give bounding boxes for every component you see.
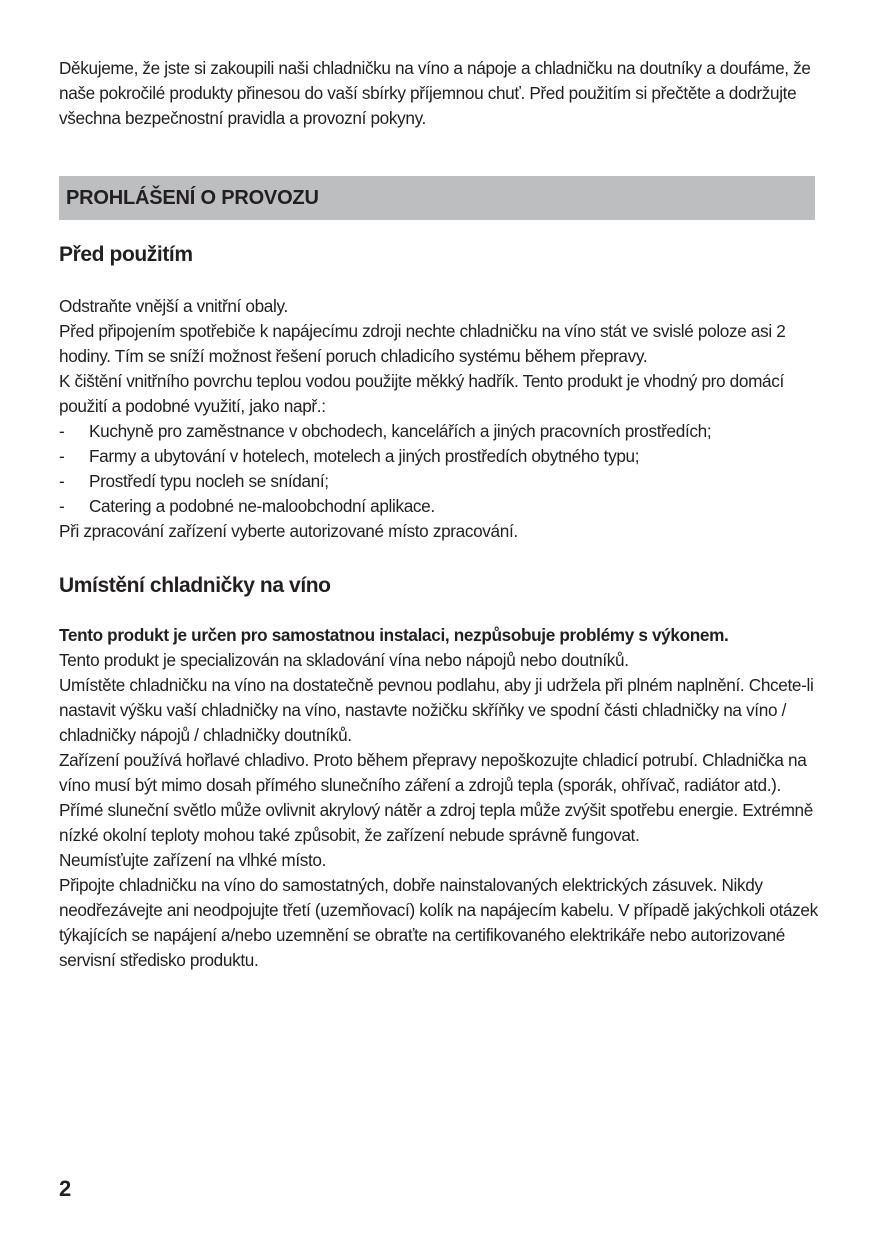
document-page	[59, 56, 819, 973]
usage-list-item-text: Farmy a ubytování v hotelech, motelech a jiných prostředích obytného typu;	[89, 446, 640, 466]
before-use-heading: Před použitím	[59, 243, 193, 266]
placement-heading: Umístění chladničky na víno	[59, 574, 331, 597]
list-dash: -	[59, 421, 65, 441]
before-use-line: K čištění vnitřního povrchu teplou vodou použijte měkký hadřík. Tento produkt je vhodný pro domácí použití a podobné využití, jako např.:	[59, 371, 784, 416]
before-use-line: Před připojením spotřebiče k napájecímu zdroji nechte chladničku na víno stát ve svislé poloze asi 2 hodiny. Tím se sníží možnost řešení poruch chladicího systému během přepravy.	[59, 321, 786, 366]
list-dash: -	[59, 446, 65, 466]
placement-line: Tento produkt je specializován na skladování vína nebo nápojů nebo doutníků.	[59, 650, 629, 670]
section-title: PROHLÁŠENÍ O PROVOZU	[66, 186, 319, 209]
placement-line: Zařízení používá hořlavé chladivo. Proto během přepravy nepoškozujte chladicí potrubí. Chladnička na víno musí být mimo dosah přímého slunečního záření a zdrojů tepla (sporák, ohřívač, radiátor atd.). Přímé sluneční světlo může ovlivnit akrylový nátěr a zdroj tepla může zvýšit spotřebu energie. Extrémně nízké okolní teploty mohou také způsobit, že zařízení nebude správně fungovat.	[59, 750, 813, 845]
usage-list-item-text: Catering a podobné ne-maloobchodní aplikace.	[89, 496, 435, 516]
placement-bold-lead: Tento produkt je určen pro samostatnou instalaci, nezpůsobuje problémy s výkonem.	[59, 625, 729, 645]
list-dash: -	[59, 496, 65, 516]
usage-list-item-text: Prostředí typu nocleh se snídaní;	[89, 471, 329, 491]
before-use-line: Odstraňte vnější a vnitřní obaly.	[59, 296, 288, 316]
usage-list-item	[59, 494, 819, 519]
placement-line: Neumísťujte zařízení na vlhké místo.	[59, 850, 327, 870]
usage-list-item	[59, 444, 819, 469]
before-use-body	[59, 294, 819, 544]
list-dash: -	[59, 471, 65, 491]
usage-list-item	[59, 419, 819, 444]
intro-paragraph: Děkujeme, že jste si zakoupili naši chladničku na víno a nápoje a chladničku na doutníky a doufáme, že naše pokročilé produkty přinesou do vaší sbírky příjemnou chuť. Před použitím si přečtěte a dodržujte všechna bezpečnostní pravidla a provozní pokyny.	[59, 58, 811, 128]
section-header-bar	[59, 176, 815, 220]
placement-body	[59, 623, 819, 973]
placement-line: Připojte chladničku na víno do samostatných, dobře nainstalovaných elektrických zásuvek. Nikdy neodřezávejte ani neodpojujte třetí (uzemňovací) kolík na napájecím kabelu. V případě jakýchkoli otázek týkajících se napájení a/nebo uzemnění se obraťte na certifikovaného elektrikáře nebo autorizované servisní středisko produktu.	[59, 875, 818, 970]
page-number: 2	[59, 1176, 72, 1201]
usage-list	[59, 419, 819, 519]
placement-line: Umístěte chladničku na víno na dostatečně pevnou podlahu, aby ji udržela při plném naplnění. Chcete-li nastavit výšku vaší chladničky na víno, nastavte nožičku skříňky ve spodní části chladničky na víno / chladničky nápojů / chladničky doutníků.	[59, 675, 814, 745]
usage-list-item	[59, 469, 819, 494]
disposal-line: Při zpracování zařízení vyberte autorizované místo zpracování.	[59, 521, 518, 541]
usage-list-item-text: Kuchyně pro zaměstnance v obchodech, kancelářích a jiných pracovních prostředích;	[89, 421, 712, 441]
